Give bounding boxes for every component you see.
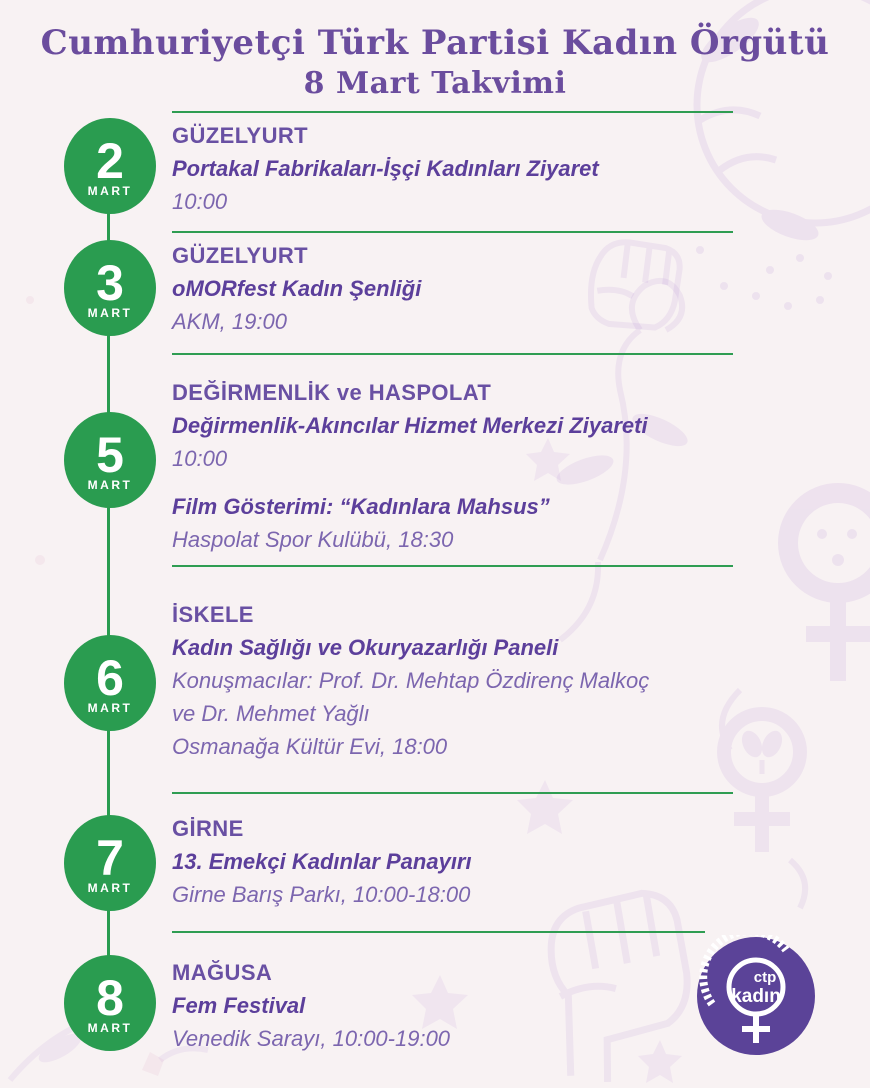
event-title: Portakal Fabrikaları-İşçi Kadınları Ziyaret bbox=[172, 156, 599, 181]
day-number: 7 bbox=[96, 830, 124, 886]
page-title-line1: Cumhuriyetçi Türk Partisi Kadın Örgütü bbox=[40, 23, 830, 63]
day-number: 2 bbox=[96, 133, 124, 189]
event-block bbox=[172, 956, 747, 1055]
event-block bbox=[172, 119, 747, 218]
event-city: GÜZELYURT bbox=[172, 123, 309, 148]
event-city: İSKELE bbox=[172, 602, 254, 627]
event-detail: 10:00 bbox=[172, 446, 228, 471]
event-city: DEĞİRMENLİK ve HASPOLAT bbox=[172, 380, 492, 405]
day-number: 3 bbox=[96, 255, 124, 311]
event-block bbox=[172, 812, 747, 911]
day-circle-7-mart bbox=[64, 815, 156, 911]
event-city: GÜZELYURT bbox=[172, 243, 309, 268]
day-month: MART bbox=[87, 701, 133, 715]
event-title: Film Gösterimi: “Kadınlara Mahsus” bbox=[172, 494, 550, 519]
event-detail: AKM, 19:00 bbox=[172, 309, 287, 334]
event-title: Kadın Sağlığı ve Okuryazarlığı Paneli bbox=[172, 635, 559, 660]
logo-text-kadin: kadın bbox=[731, 986, 781, 1007]
day-circle-2-mart bbox=[64, 118, 156, 214]
ctp-kadin-logo bbox=[695, 935, 817, 1057]
day-month: MART bbox=[87, 184, 133, 198]
event-city: MAĞUSA bbox=[172, 960, 273, 985]
day-circle-6-mart bbox=[64, 635, 156, 731]
event-detail: ve Dr. Mehmet Yağlı bbox=[172, 701, 370, 726]
event-detail: Girne Barış Parkı, 10:00-18:00 bbox=[172, 882, 471, 907]
separator-line bbox=[172, 931, 705, 933]
event-city: GİRNE bbox=[172, 816, 244, 841]
logo-text-ctp: ctp bbox=[753, 969, 777, 986]
day-circle-8-mart bbox=[64, 955, 156, 1051]
day-month: MART bbox=[87, 1021, 133, 1035]
event-title: 13. Emekçi Kadınlar Panayırı bbox=[172, 849, 472, 874]
day-month: MART bbox=[87, 306, 133, 320]
day-number: 5 bbox=[96, 427, 124, 483]
separator-line bbox=[172, 353, 733, 355]
event-block bbox=[172, 376, 747, 556]
day-number: 6 bbox=[96, 650, 124, 706]
event-title: Fem Festival bbox=[172, 993, 306, 1018]
separator-line bbox=[172, 111, 733, 113]
separator-line bbox=[172, 231, 733, 233]
event-block bbox=[172, 598, 747, 763]
poster-header bbox=[0, 22, 870, 104]
separator-line bbox=[172, 565, 733, 567]
day-circle-3-mart bbox=[64, 240, 156, 336]
separator-line bbox=[172, 792, 733, 794]
page-title-line2: 8 Mart Takvimi bbox=[303, 66, 567, 101]
day-month: MART bbox=[87, 881, 133, 895]
event-detail: 10:00 bbox=[172, 189, 228, 214]
event-title: oMORfest Kadın Şenliği bbox=[172, 276, 422, 301]
event-title: Değirmenlik-Akıncılar Hizmet Merkezi Ziyareti bbox=[172, 413, 648, 438]
event-detail: Osmanağa Kültür Evi, 18:00 bbox=[172, 734, 448, 759]
event-block bbox=[172, 239, 747, 338]
day-circle-5-mart bbox=[64, 412, 156, 508]
day-number: 8 bbox=[96, 970, 124, 1026]
event-detail: Haspolat Spor Kulübü, 18:30 bbox=[172, 527, 454, 552]
event-detail: Konuşmacılar: Prof. Dr. Mehtap Özdirenç Malkoç bbox=[172, 668, 650, 693]
day-month: MART bbox=[87, 478, 133, 492]
event-detail: Venedik Sarayı, 10:00-19:00 bbox=[172, 1026, 451, 1051]
